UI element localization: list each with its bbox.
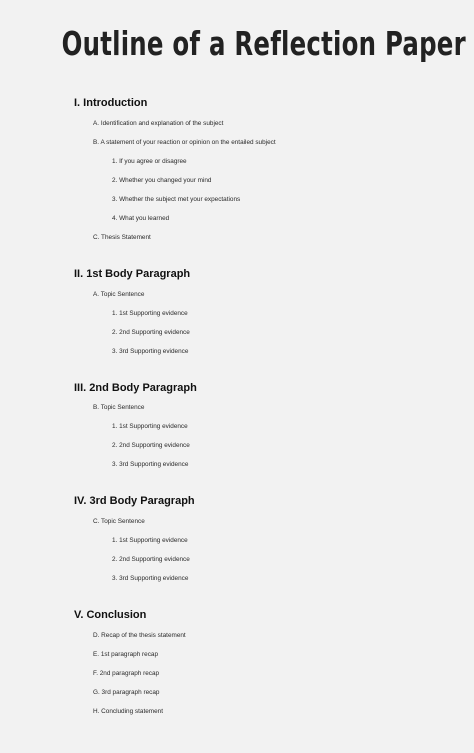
section-heading-introduction: I. Introduction [74, 97, 148, 109]
outline-subitem: 1. 1st Supporting evidence [112, 423, 188, 430]
outline-item: D. Recap of the thesis statement [93, 632, 186, 639]
outline-subitem: 3. Whether the subject met your expectations [112, 196, 241, 203]
outline-item: G. 3rd paragraph recap [93, 689, 160, 696]
outline-item: H. Concluding statement [93, 708, 163, 715]
outline-subitem: 2. 2nd Supporting evidence [112, 442, 190, 449]
outline-item: C. Thesis Statement [93, 234, 151, 241]
outline-subitem: 3. 3rd Supporting evidence [112, 348, 189, 355]
section-heading-body-2: III. 2nd Body Paragraph [74, 382, 197, 394]
section-heading-body-1: II. 1st Body Paragraph [74, 268, 191, 280]
outline-subitem: 2. Whether you changed your mind [112, 177, 212, 184]
outline-item: C. Topic Sentence [93, 518, 145, 525]
outline-subitem: 3. 3rd Supporting evidence [112, 461, 189, 468]
outline-item: F. 2nd paragraph recap [93, 670, 160, 677]
outline-subitem: 3. 3rd Supporting evidence [112, 575, 189, 582]
outline-subitem: 1. 1st Supporting evidence [112, 537, 188, 544]
outline-subitem: 1. 1st Supporting evidence [112, 310, 188, 317]
outline-subitem: 1. If you agree or disagree [112, 158, 187, 165]
outline-item: A. Topic Sentence [93, 291, 145, 298]
outline-subitem: 4. What you learned [112, 215, 170, 222]
outline-item: A. Identification and explanation of the subject [93, 120, 224, 127]
outline-item: B. Topic Sentence [93, 404, 145, 411]
section-heading-conclusion: V. Conclusion [74, 609, 147, 621]
outline-subitem: 2. 2nd Supporting evidence [112, 329, 190, 336]
page-title: Outline of a Reflection Paper [61, 24, 466, 63]
outline-item: E. 1st paragraph recap [93, 651, 159, 658]
outline-item: B. A statement of your reaction or opinion on the entailed subject [93, 139, 276, 146]
section-heading-body-3: IV. 3rd Body Paragraph [74, 495, 195, 507]
outline-subitem: 2. 2nd Supporting evidence [112, 556, 190, 563]
